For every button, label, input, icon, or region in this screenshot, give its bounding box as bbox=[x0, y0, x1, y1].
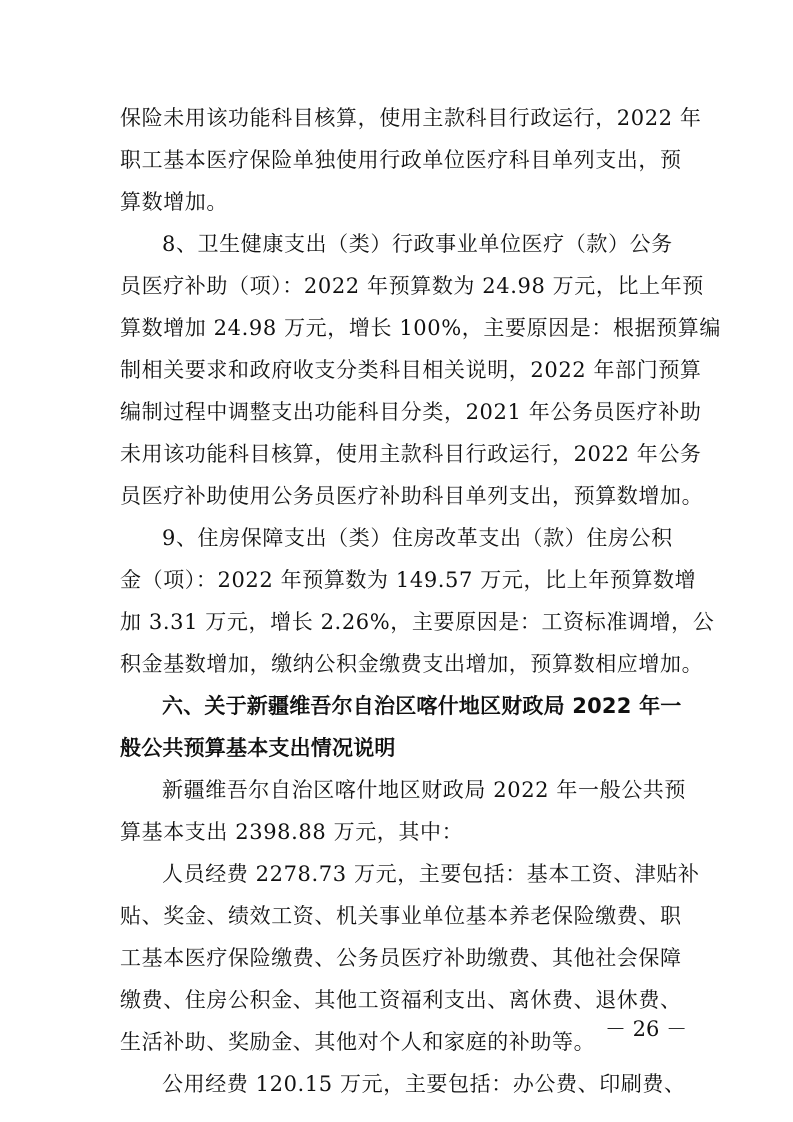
text-line: 未用该功能科目核算，使用主款科目行政运行，2022 年公务 bbox=[120, 442, 702, 466]
text-line: 员医疗补助使用公务员医疗补助科目单列支出，预算数增加。 bbox=[120, 484, 704, 508]
text-line: 算基本支出 2398.88 万元，其中： bbox=[120, 820, 464, 844]
text-line: 算数增加。 bbox=[120, 190, 228, 214]
text-line: 8、卫生健康支出（类）行政事业单位医疗（款）公务 bbox=[162, 232, 673, 256]
section-heading: 般公共预算基本支出情况说明 bbox=[120, 736, 396, 760]
text-line: 贴、奖金、绩效工资、机关事业单位基本养老保险缴费、职 bbox=[120, 904, 682, 928]
text-line: 缴费、住房公积金、其他工资福利支出、离休费、退休费、 bbox=[120, 988, 682, 1012]
text-line: 金（项）：2022 年预算数为 149.57 万元，比上年预算数增 bbox=[120, 568, 697, 592]
text-line: 保险未用该功能科目核算，使用主款科目行政运行，2022 年 bbox=[120, 106, 702, 130]
text-line: 积金基数增加，缴纳公积金缴费支出增加，预算数相应增加。 bbox=[120, 652, 704, 676]
text-line: 新疆维吾尔自治区喀什地区财政局 2022 年一般公共预 bbox=[162, 778, 686, 802]
text-line: 加 3.31 万元，增长 2.26%，主要原因是：工资标准调增，公 bbox=[120, 610, 715, 634]
text-line: 编制过程中调整支出功能科目分类，2021 年公务员医疗补助 bbox=[120, 400, 702, 424]
text-line: 员医疗补助（项）：2022 年预算数为 24.98 万元，比上年预 bbox=[120, 274, 704, 298]
text-line: 人员经费 2278.73 万元，主要包括：基本工资、津贴补 bbox=[162, 862, 700, 886]
text-line: 公用经费 120.15 万元，主要包括：办公费、印刷费、 bbox=[162, 1072, 686, 1096]
text-line: 生活补助、奖励金、其他对个人和家庭的补助等。 bbox=[120, 1030, 596, 1054]
text-line: 9、住房保障支出（类）住房改革支出（款）住房公积 bbox=[162, 526, 673, 550]
section-heading: 六、关于新疆维吾尔自治区喀什地区财政局 2022 年一 bbox=[162, 694, 682, 718]
text-line: 算数增加 24.98 万元，增长 100%，主要原因是：根据预算编 bbox=[120, 316, 721, 340]
page-number: － 26 － bbox=[605, 1017, 688, 1041]
text-line: 职工基本医疗保险单独使用行政单位医疗科目单列支出，预 bbox=[120, 148, 682, 172]
text-line: 工基本医疗保险缴费、公务员医疗补助缴费、其他社会保障 bbox=[120, 946, 682, 970]
text-line: 制相关要求和政府收支分类科目相关说明，2022 年部门预算 bbox=[120, 358, 702, 382]
